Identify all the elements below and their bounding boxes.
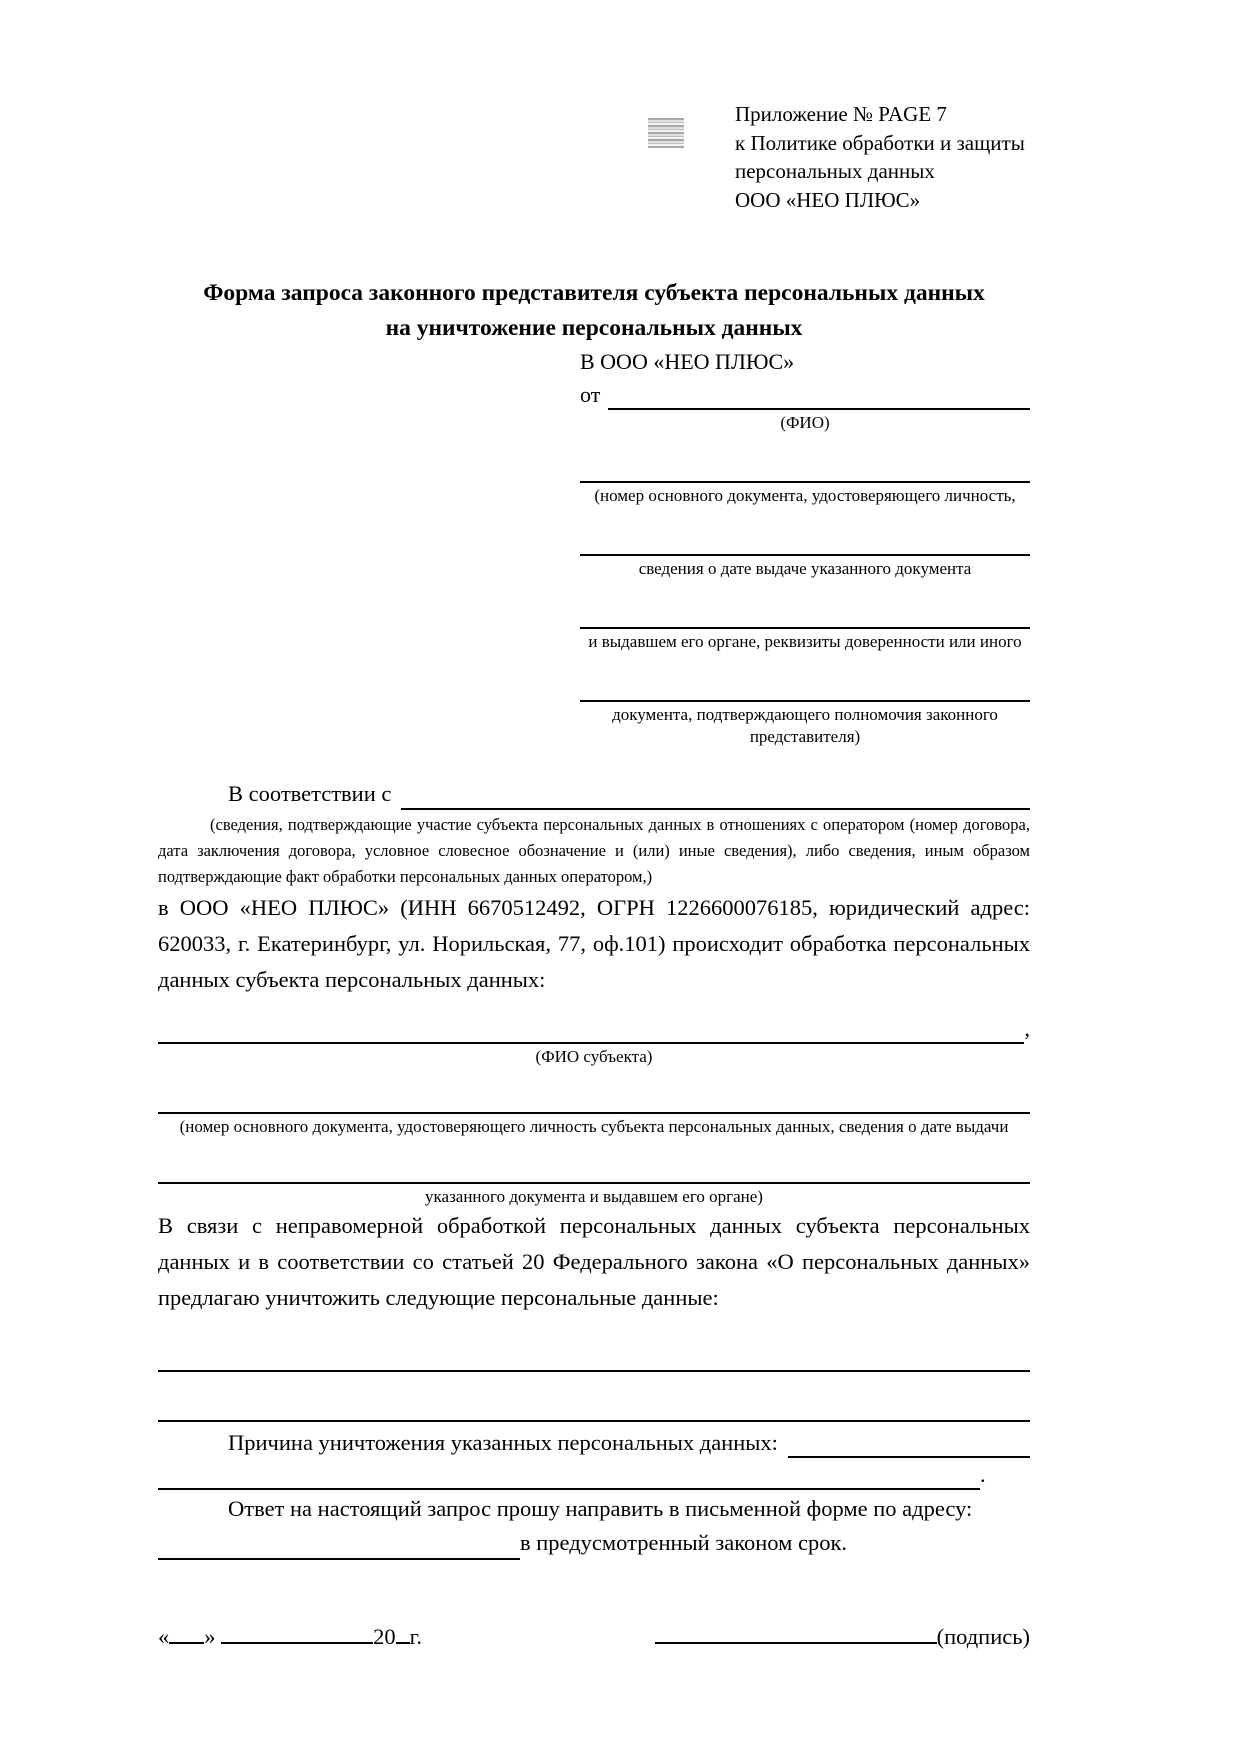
policy-reference-line: к Политике обработки и защиты: [735, 130, 1025, 155]
signature-row: [158, 1618, 1030, 1652]
document-title: [158, 276, 1030, 346]
date-group: [158, 1618, 422, 1652]
operator-paragraph: в ООО «НЕО ПЛЮС» (ИНН 6670512492, ОГРН 1226600076185, юридический адрес: 620033, г. Екатеринбург, ул. Норильская, 77, оф.101) происходит обработка персональных данных субъекта персональных данных:: [158, 895, 1030, 992]
from-label: от: [580, 382, 601, 407]
accordance-label: В соответствии с: [228, 781, 392, 806]
title-line-2: на уничтожение персональных данных: [385, 315, 803, 341]
title-line-1: Форма запроса законного представителя субъекта персональных данных: [203, 280, 985, 306]
body-content: [158, 778, 1030, 1652]
subject-fio-row: [158, 1014, 1030, 1044]
field-code-artifact-icon: [648, 118, 684, 148]
issue-date-caption: сведения о дате выдаче указанного документа: [638, 559, 972, 578]
day-blank: [169, 1618, 204, 1644]
issuing-authority-caption: и выдавшем его органе, реквизиты доверенности или иного: [588, 632, 1022, 651]
reason-continuation-blank: [158, 1462, 980, 1490]
issue-date-blank: [580, 530, 1030, 556]
answer-request-line: Ответ на настоящий запрос прошу направить в письменной форме по адресу:: [228, 1496, 973, 1521]
subject-document-blank: [158, 1082, 1030, 1114]
month-blank: [221, 1618, 373, 1644]
accordance-note: (сведения, подтверждающие участие субъекта персональных данных в отношениях с оператором (номер договора, дата заключения договора, условное словесное обозначение и (или) иные сведения), либо сведения, иным образом подтверждающие факт обработки персональных данных оператором,): [158, 815, 1030, 886]
authority-document-caption: документа, подтверждающего полномочия законного представителя): [612, 705, 998, 746]
year-era: г.: [409, 1624, 422, 1649]
company-name-line: ООО «НЕО ПЛЮС»: [735, 187, 921, 212]
issuing-authority-blank: [580, 603, 1030, 629]
appendix-header: [735, 100, 1030, 214]
fio-caption: (ФИО): [780, 413, 830, 432]
trailing-period: .: [980, 1462, 986, 1487]
signature-blank: [655, 1618, 937, 1644]
reason-row: [158, 1428, 1030, 1458]
subject-authority-blank: [158, 1152, 1030, 1184]
accordance-fill-in-blank: [401, 784, 1030, 810]
data-to-destroy-blank-2: [158, 1390, 1030, 1422]
document-number-caption: (номер основного документа, удостоверяющего личность,: [594, 486, 1016, 505]
accordance-row: [158, 778, 1030, 810]
subject-document-caption: (номер основного документа, удостоверяющего личность субъекта персональных данных, сведения о дате выдачи: [179, 1117, 1009, 1136]
data-to-destroy-blank-1: [158, 1340, 1030, 1372]
destroy-paragraph: В связи с неправомерной обработкой персональных данных субъекта персональных данных и в соответствии со статьей 20 Федерального закона «О персональных данных» предлагаю уничтожить следующие персональные данные:: [158, 1213, 1030, 1310]
reason-fill-in-blank: [788, 1432, 1030, 1458]
authority-document-blank: [580, 676, 1030, 702]
answer-term-text: в предусмотренный законом срок.: [520, 1530, 847, 1555]
addressee-block: [580, 346, 1030, 748]
reason-continuation-row: [158, 1460, 1030, 1490]
policy-reference-line2: персональных данных: [735, 159, 935, 183]
year-blank: [396, 1618, 410, 1644]
close-quote: »: [204, 1624, 216, 1649]
subject-fio-caption: (ФИО субъекта): [535, 1047, 653, 1066]
signature-caption: (подпись): [936, 1624, 1030, 1649]
trailing-comma: ,: [1024, 1016, 1030, 1041]
reason-label: Причина уничтожения указанных персональных данных:: [228, 1430, 778, 1455]
signature-group: [655, 1618, 1030, 1652]
appendix-number-line: Приложение № PAGE 7: [735, 102, 947, 126]
answer-address-row: [158, 1526, 1030, 1560]
document-number-blank: [580, 457, 1030, 483]
subject-authority-caption: указанного документа и выдавшем его органе): [425, 1187, 763, 1206]
from-row: [580, 380, 1030, 410]
subject-fio-blank: [158, 1018, 1024, 1044]
answer-address-blank: [158, 1532, 520, 1560]
addressee-company: В ООО «НЕО ПЛЮС»: [580, 349, 795, 374]
open-quote: «: [158, 1624, 170, 1649]
year-prefix: 20: [373, 1624, 396, 1649]
fio-fill-in-blank: [608, 384, 1030, 410]
